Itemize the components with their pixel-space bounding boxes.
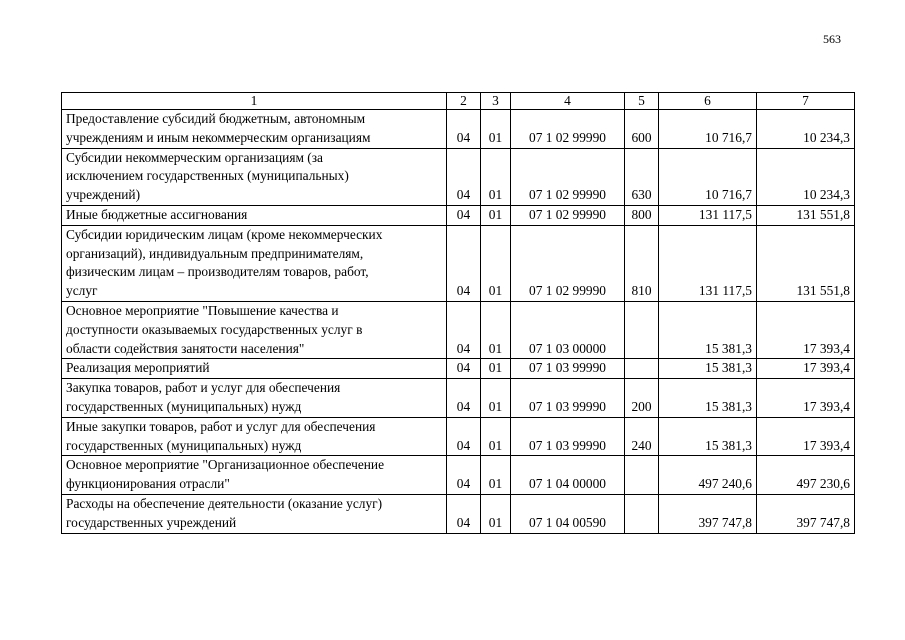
cell-section: 04 bbox=[447, 225, 481, 301]
cell-target-article: 07 1 04 00590 bbox=[511, 494, 625, 533]
cell-expense-type bbox=[625, 494, 659, 533]
cell-amount-year2: 17 393,4 bbox=[757, 359, 855, 379]
cell-name-line: Закупка товаров, работ и услуг для обеспечения bbox=[66, 380, 341, 396]
cell-name-line: Иные закупки товаров, работ и услуг для обеспечения bbox=[66, 418, 376, 434]
table-row bbox=[62, 456, 855, 495]
cell-name bbox=[62, 379, 447, 418]
cell-amount-year2: 10 234,3 bbox=[757, 148, 855, 205]
cell-subsection: 01 bbox=[481, 110, 511, 149]
cell-section: 04 bbox=[447, 148, 481, 205]
cell-name-line: государственных учреждений bbox=[66, 514, 237, 530]
cell-subsection: 01 bbox=[481, 417, 511, 456]
budget-table bbox=[61, 92, 855, 534]
cell-name-line: услуг bbox=[66, 283, 98, 299]
cell-target-article: 07 1 02 99990 bbox=[511, 148, 625, 205]
cell-section: 04 bbox=[447, 110, 481, 149]
table-row bbox=[62, 359, 855, 379]
table-row bbox=[62, 225, 855, 301]
cell-section: 04 bbox=[447, 301, 481, 358]
cell-name bbox=[62, 494, 447, 533]
cell-amount-year1: 131 117,5 bbox=[659, 225, 757, 301]
cell-name-line: Расходы на обеспечение деятельности (оказание услуг) bbox=[66, 495, 383, 511]
cell-subsection: 01 bbox=[481, 359, 511, 379]
column-header: 4 bbox=[511, 93, 625, 110]
column-header: 3 bbox=[481, 93, 511, 110]
cell-name-line: Реализация мероприятий bbox=[66, 360, 210, 376]
column-header: 2 bbox=[447, 93, 481, 110]
cell-name bbox=[62, 205, 447, 225]
cell-target-article: 07 1 03 99990 bbox=[511, 359, 625, 379]
cell-amount-year1: 497 240,6 bbox=[659, 456, 757, 495]
cell-target-article: 07 1 02 99990 bbox=[511, 110, 625, 149]
cell-name bbox=[62, 148, 447, 205]
cell-amount-year1: 15 381,3 bbox=[659, 417, 757, 456]
cell-amount-year2: 17 393,4 bbox=[757, 417, 855, 456]
cell-expense-type: 200 bbox=[625, 379, 659, 418]
cell-name-line: учреждений) bbox=[66, 187, 141, 203]
cell-subsection: 01 bbox=[481, 225, 511, 301]
cell-subsection: 01 bbox=[481, 205, 511, 225]
cell-target-article: 07 1 03 99990 bbox=[511, 379, 625, 418]
cell-amount-year2: 17 393,4 bbox=[757, 379, 855, 418]
cell-name-line: Основное мероприятие "Повышение качества и bbox=[66, 302, 339, 318]
cell-name bbox=[62, 456, 447, 495]
cell-name-line: Субсидии юридическим лицам (кроме некоммерческих bbox=[66, 226, 383, 242]
cell-subsection: 01 bbox=[481, 456, 511, 495]
cell-amount-year2: 10 234,3 bbox=[757, 110, 855, 149]
cell-section: 04 bbox=[447, 417, 481, 456]
cell-amount-year1: 15 381,3 bbox=[659, 301, 757, 358]
cell-name-line: учреждениям и иным некоммерческим организациям bbox=[66, 129, 371, 145]
table-header-row bbox=[62, 93, 855, 110]
cell-expense-type: 240 bbox=[625, 417, 659, 456]
cell-amount-year2: 397 747,8 bbox=[757, 494, 855, 533]
cell-expense-type bbox=[625, 456, 659, 495]
cell-section: 04 bbox=[447, 494, 481, 533]
page-number: 563 bbox=[823, 32, 841, 46]
cell-name-line: Предоставление субсидий бюджетным, автономным bbox=[66, 111, 366, 126]
cell-name-line: физическим лицам – производителям товаров, работ, bbox=[66, 264, 369, 280]
cell-name-line: организаций), индивидуальным предпринимателям, bbox=[66, 245, 364, 261]
cell-amount-year2: 497 230,6 bbox=[757, 456, 855, 495]
cell-target-article: 07 1 03 99990 bbox=[511, 417, 625, 456]
cell-subsection: 01 bbox=[481, 494, 511, 533]
cell-amount-year1: 397 747,8 bbox=[659, 494, 757, 533]
cell-name bbox=[62, 110, 447, 149]
cell-amount-year1: 15 381,3 bbox=[659, 359, 757, 379]
column-header: 6 bbox=[659, 93, 757, 110]
table-row bbox=[62, 205, 855, 225]
cell-amount-year1: 10 716,7 bbox=[659, 110, 757, 149]
cell-amount-year2: 131 551,8 bbox=[757, 205, 855, 225]
cell-name-line: исключением государственных (муниципальных) bbox=[66, 168, 349, 184]
cell-expense-type: 810 bbox=[625, 225, 659, 301]
table-row bbox=[62, 379, 855, 418]
table-row bbox=[62, 417, 855, 456]
cell-name-line: доступности оказываемых государственных услуг в bbox=[66, 321, 363, 337]
cell-name bbox=[62, 359, 447, 379]
cell-name-line: Иные бюджетные ассигнования bbox=[66, 206, 248, 222]
cell-name bbox=[62, 417, 447, 456]
cell-section: 04 bbox=[447, 359, 481, 379]
cell-subsection: 01 bbox=[481, 148, 511, 205]
cell-amount-year1: 131 117,5 bbox=[659, 205, 757, 225]
column-header: 1 bbox=[62, 93, 447, 110]
cell-name bbox=[62, 301, 447, 358]
cell-name-line: функционирования отрасли" bbox=[66, 476, 230, 492]
cell-amount-year1: 15 381,3 bbox=[659, 379, 757, 418]
cell-target-article: 07 1 02 99990 bbox=[511, 205, 625, 225]
cell-subsection: 01 bbox=[481, 301, 511, 358]
table-row bbox=[62, 110, 855, 149]
cell-target-article: 07 1 02 99990 bbox=[511, 225, 625, 301]
column-header: 5 bbox=[625, 93, 659, 110]
cell-name-line: государственных (муниципальных) нужд bbox=[66, 437, 302, 453]
cell-name-line: государственных (муниципальных) нужд bbox=[66, 398, 302, 414]
cell-expense-type: 600 bbox=[625, 110, 659, 149]
cell-target-article: 07 1 04 00000 bbox=[511, 456, 625, 495]
cell-subsection: 01 bbox=[481, 379, 511, 418]
cell-name-line: Основное мероприятие "Организационное обеспечение bbox=[66, 457, 385, 473]
cell-section: 04 bbox=[447, 379, 481, 418]
cell-expense-type: 800 bbox=[625, 205, 659, 225]
table-row bbox=[62, 494, 855, 533]
cell-expense-type: 630 bbox=[625, 148, 659, 205]
cell-amount-year1: 10 716,7 bbox=[659, 148, 757, 205]
table-row bbox=[62, 301, 855, 358]
cell-target-article: 07 1 03 00000 bbox=[511, 301, 625, 358]
cell-section: 04 bbox=[447, 456, 481, 495]
cell-section: 04 bbox=[447, 205, 481, 225]
table-row bbox=[62, 148, 855, 205]
cell-amount-year2: 17 393,4 bbox=[757, 301, 855, 358]
cell-name bbox=[62, 225, 447, 301]
cell-expense-type bbox=[625, 301, 659, 358]
column-header: 7 bbox=[757, 93, 855, 110]
cell-expense-type bbox=[625, 359, 659, 379]
cell-amount-year2: 131 551,8 bbox=[757, 225, 855, 301]
cell-name-line: Субсидии некоммерческим организациям (за bbox=[66, 149, 324, 165]
cell-name-line: области содействия занятости населения" bbox=[66, 340, 305, 356]
